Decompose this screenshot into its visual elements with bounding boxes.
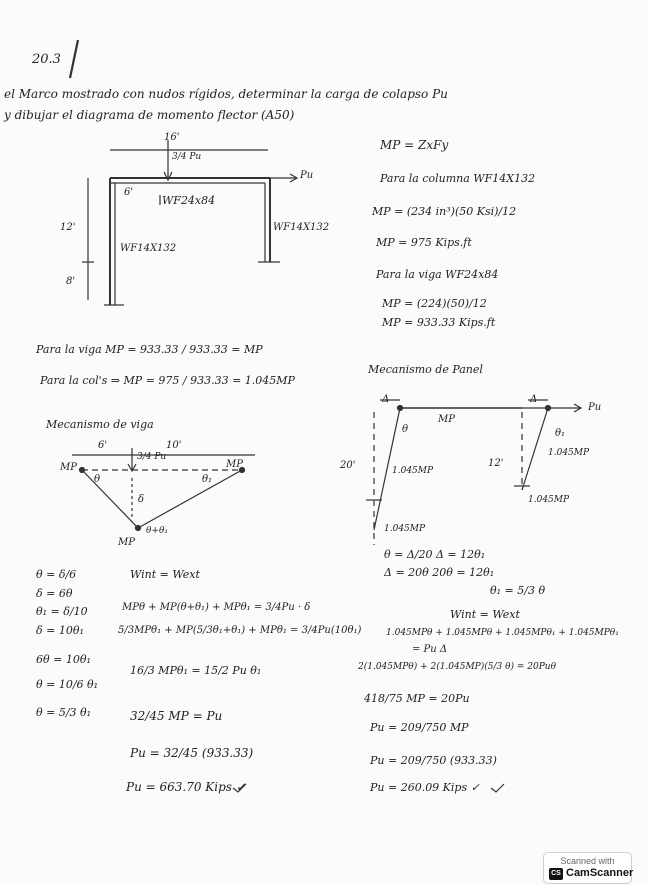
panel-eq-8: 418/75 MP = 20Pu <box>364 692 470 705</box>
problem-number: 20.3 <box>32 52 61 67</box>
beam-mech-right-mp: MP <box>226 459 243 470</box>
camscanner-logo-icon: CS <box>549 868 563 880</box>
problem-strike <box>70 40 78 78</box>
beam-eq-left-7: θ = 5/3 θ₁ <box>36 706 92 719</box>
lower-height-label: 8' <box>66 276 76 287</box>
panel-left-top-mp: 1.045MP <box>392 466 434 476</box>
check-mark-2 <box>491 784 504 792</box>
panel-eq-5: 1.045MPθ + 1.045MPθ + 1.045MPθ₁ + 1.045MPθ₁ <box>386 628 619 638</box>
beam-mech-left-mp: MP <box>60 462 77 473</box>
beam-eq-mid-5: 32/45 MP = Pu <box>130 709 223 723</box>
beam-eq-mid-3: 5/3MPθ₁ + MP(5/3θ₁+θ₁) + MPθ₁ = 3/4Pu(10θ₁) <box>118 625 362 636</box>
ratio-columns: Para la col's ⇒ MP = 975 / 933.33 = 1.045MP <box>40 374 295 387</box>
beam-mech-right-span: 10' <box>166 440 182 451</box>
calc-line-7: MP = 933.33 Kips.ft <box>382 316 496 329</box>
panel-lateral-load: Pu <box>588 402 602 413</box>
calc-line-1: MP = ZxFy <box>380 138 449 152</box>
panel-right-height: 12' <box>488 458 504 469</box>
beam-mech-bottom-mp: MP <box>118 537 135 548</box>
panel-beam-mp: MP <box>438 414 455 425</box>
panel-eq-10: Pu = 209/750 (933.33) <box>370 754 497 767</box>
beam-eq-mid-1: Wint = Wext <box>130 568 200 581</box>
beam-eq-left-1: θ = δ/6 <box>36 568 77 581</box>
beam-eq-mid-2: MPθ + MP(θ+θ₁) + MPθ₁ = 3/4Pu · δ <box>122 602 311 613</box>
calc-line-5: Para la viga WF24x84 <box>376 268 499 281</box>
badge-caption: Scanned with <box>560 856 615 866</box>
panel-theta1: θ₁ <box>555 428 566 439</box>
panel-delta-left: Δ <box>382 394 390 405</box>
calc-line-4: MP = 975 Kips.ft <box>376 236 472 249</box>
panel-right-bottom-mp: 1.045MP <box>528 495 570 505</box>
calc-line-6: MP = (224)(50)/12 <box>382 297 487 310</box>
calc-line-2: Para la columna WF14X132 <box>380 172 536 185</box>
beam-mech-left-span: 6' <box>98 440 108 451</box>
badge-name: CamScanner <box>566 867 634 879</box>
span-label: 16' <box>164 132 180 143</box>
calc-line-3: MP = (234 in³)(50 Ksi)/12 <box>372 205 517 218</box>
panel-eq-6: = Pu Δ <box>412 644 448 655</box>
statement-line-2: y dibujar el diagrama de momento flector (A50) <box>4 108 295 122</box>
panel-left-height: 20' <box>340 460 356 471</box>
panel-eq-7: 2(1.045MPθ) + 2(1.045MP)(5/3 θ) = 20Puθ <box>358 662 557 672</box>
beam-eq-left-4: δ = 10θ₁ <box>36 624 84 637</box>
panel-delta-right: Δ <box>530 394 538 405</box>
panel-eq-3: θ₁ = 5/3 θ <box>490 584 546 597</box>
beam-mech-title: Mecanismo de viga <box>46 418 154 431</box>
beam-mech-left-link <box>82 470 138 528</box>
beam-section-label: WF24x84 <box>162 194 216 207</box>
panel-eq-1: θ = Δ/20 Δ = 12θ₁ <box>384 548 486 561</box>
beam-eq-left-2: δ = 6θ <box>36 587 73 600</box>
statement-line-1: el Marco mostrado con nudos rígidos, determinar la carga de colapso Pu <box>4 87 448 101</box>
beam-eq-left-3: θ₁ = δ/10 <box>36 605 88 618</box>
beam-mech-load: 3/4 Pu <box>137 452 167 462</box>
panel-eq-2: Δ = 20θ 20θ = 12θ₁ <box>384 566 495 579</box>
panel-eq-9: Pu = 209/750 MP <box>370 721 469 734</box>
right-column-section: WF14X132 <box>273 222 330 233</box>
panel-eq-4: Wint = Wext <box>450 608 520 621</box>
panel-left-bottom-mp: 1.045MP <box>384 524 426 534</box>
panel-eq-11: Pu = 260.09 Kips ✓ <box>370 781 480 794</box>
left-segment-label: 6' <box>124 187 134 198</box>
beam-eq-left-5: 6θ = 10θ₁ <box>36 653 91 666</box>
lateral-load-label: Pu <box>300 170 314 181</box>
camscanner-badge <box>543 852 632 884</box>
load-label: 3/4 Pu <box>172 152 202 162</box>
panel-mech-title: Mecanismo de Panel <box>368 363 483 376</box>
beam-mech-theta: θ <box>94 474 101 485</box>
ratio-beam: Para la viga MP = 933.33 / 933.33 = MP <box>36 343 263 356</box>
beam-mech-theta1: θ₁ <box>202 474 213 485</box>
upper-height-label: 12' <box>60 222 76 233</box>
panel-right-top-mp: 1.045MP <box>548 448 590 458</box>
panel-right-sway <box>522 408 548 490</box>
beam-eq-mid-4: 16/3 MPθ₁ = 15/2 Pu θ₁ <box>130 664 262 677</box>
beam-eq-left-6: θ = 10/6 θ₁ <box>36 678 99 691</box>
left-column-section: WF14X132 <box>120 243 177 254</box>
beam-mech-right-link <box>138 470 242 528</box>
panel-theta: θ <box>402 424 409 435</box>
beam-mech-delta: δ <box>138 494 145 505</box>
beam-mech-theta-sum: θ+θ₁ <box>146 526 168 536</box>
beam-eq-mid-7: Pu = 663.70 Kips ✓ <box>126 780 246 794</box>
beam-eq-mid-6: Pu = 32/45 (933.33) <box>130 746 254 760</box>
